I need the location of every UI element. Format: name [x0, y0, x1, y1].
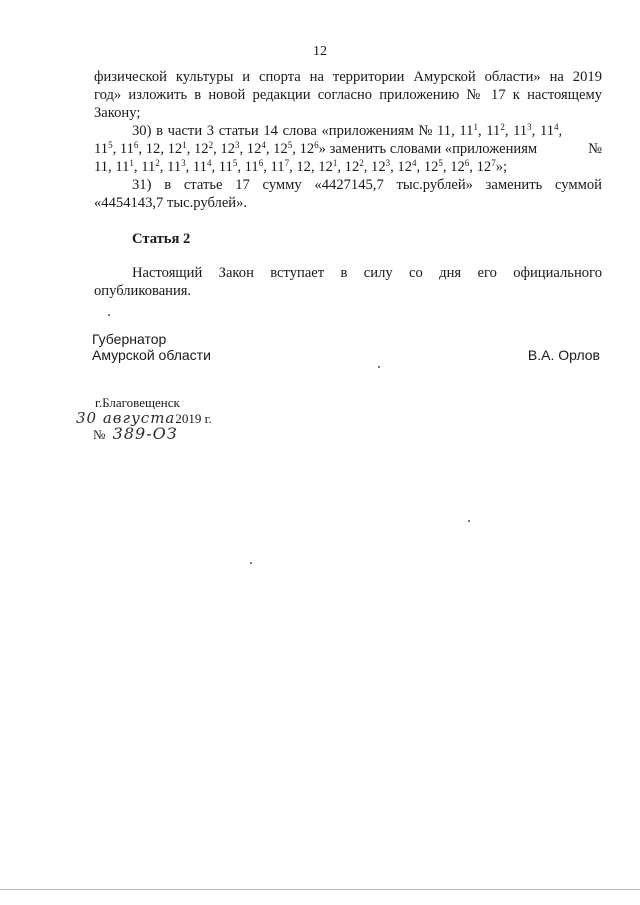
date-year: 2019 г.	[175, 411, 212, 426]
scan-speck	[468, 520, 470, 522]
para1-line3: Закону;	[94, 105, 141, 121]
article2-line2: опубликования.	[94, 283, 192, 299]
signature-title-line1: Губернатор	[92, 331, 167, 347]
stamp-number	[93, 424, 178, 443]
handwritten-number: 389-ОЗ	[112, 424, 178, 443]
number-label: №	[93, 427, 106, 442]
scan-speck	[378, 366, 380, 368]
stamp-city: г.Благовещенск	[95, 395, 180, 410]
handwritten-date: 30 августа	[76, 409, 176, 427]
para30-line3: 11, $11^1$, $11^2$, $11^3$, $11^4$, $11^5$, $11^6$, $11^7$, 12, $12^1$, $12^2$, $12^3$, $12^4$, $12^5$, $12^6$, $12^7$»;	[94, 158, 508, 175]
bottom-rule	[0, 889, 640, 890]
para30-line1: 30) в части 3 статьи 14 слова «приложениям № 11, $11^1$, $11^2$, $11^3$, $11^4$,	[132, 122, 563, 139]
signature-name: В.А. Орлов	[527, 347, 600, 363]
para1-line2: год» изложить в новой редакции согласно приложению № 17 к настоящему	[94, 87, 602, 103]
para31-line2: «4454143,7 тыс.рублей».	[94, 195, 248, 211]
para30-line2: $11^5$, $11^6$, 12, $12^1$, $12^2$, $12^3$, $12^4$, $12^5$, $12^6$» заменить словами «приложениям №	[94, 140, 602, 157]
para31-line1: 31) в статье 17 сумму «4427145,7 тыс.рублей» заменить суммой	[132, 177, 602, 193]
article-heading: Статья 2	[132, 231, 191, 247]
scan-speck	[108, 314, 110, 316]
article2-line1: Настоящий Закон вступает в силу со дня его официального	[132, 265, 602, 281]
signature-title-line2: Амурской области	[92, 347, 211, 363]
scan-speck	[250, 562, 252, 564]
page-number: 12	[313, 44, 327, 59]
para1-line1: физической культуры и спорта на территории Амурской области» на 2019	[94, 69, 602, 85]
signature-title	[92, 331, 211, 363]
